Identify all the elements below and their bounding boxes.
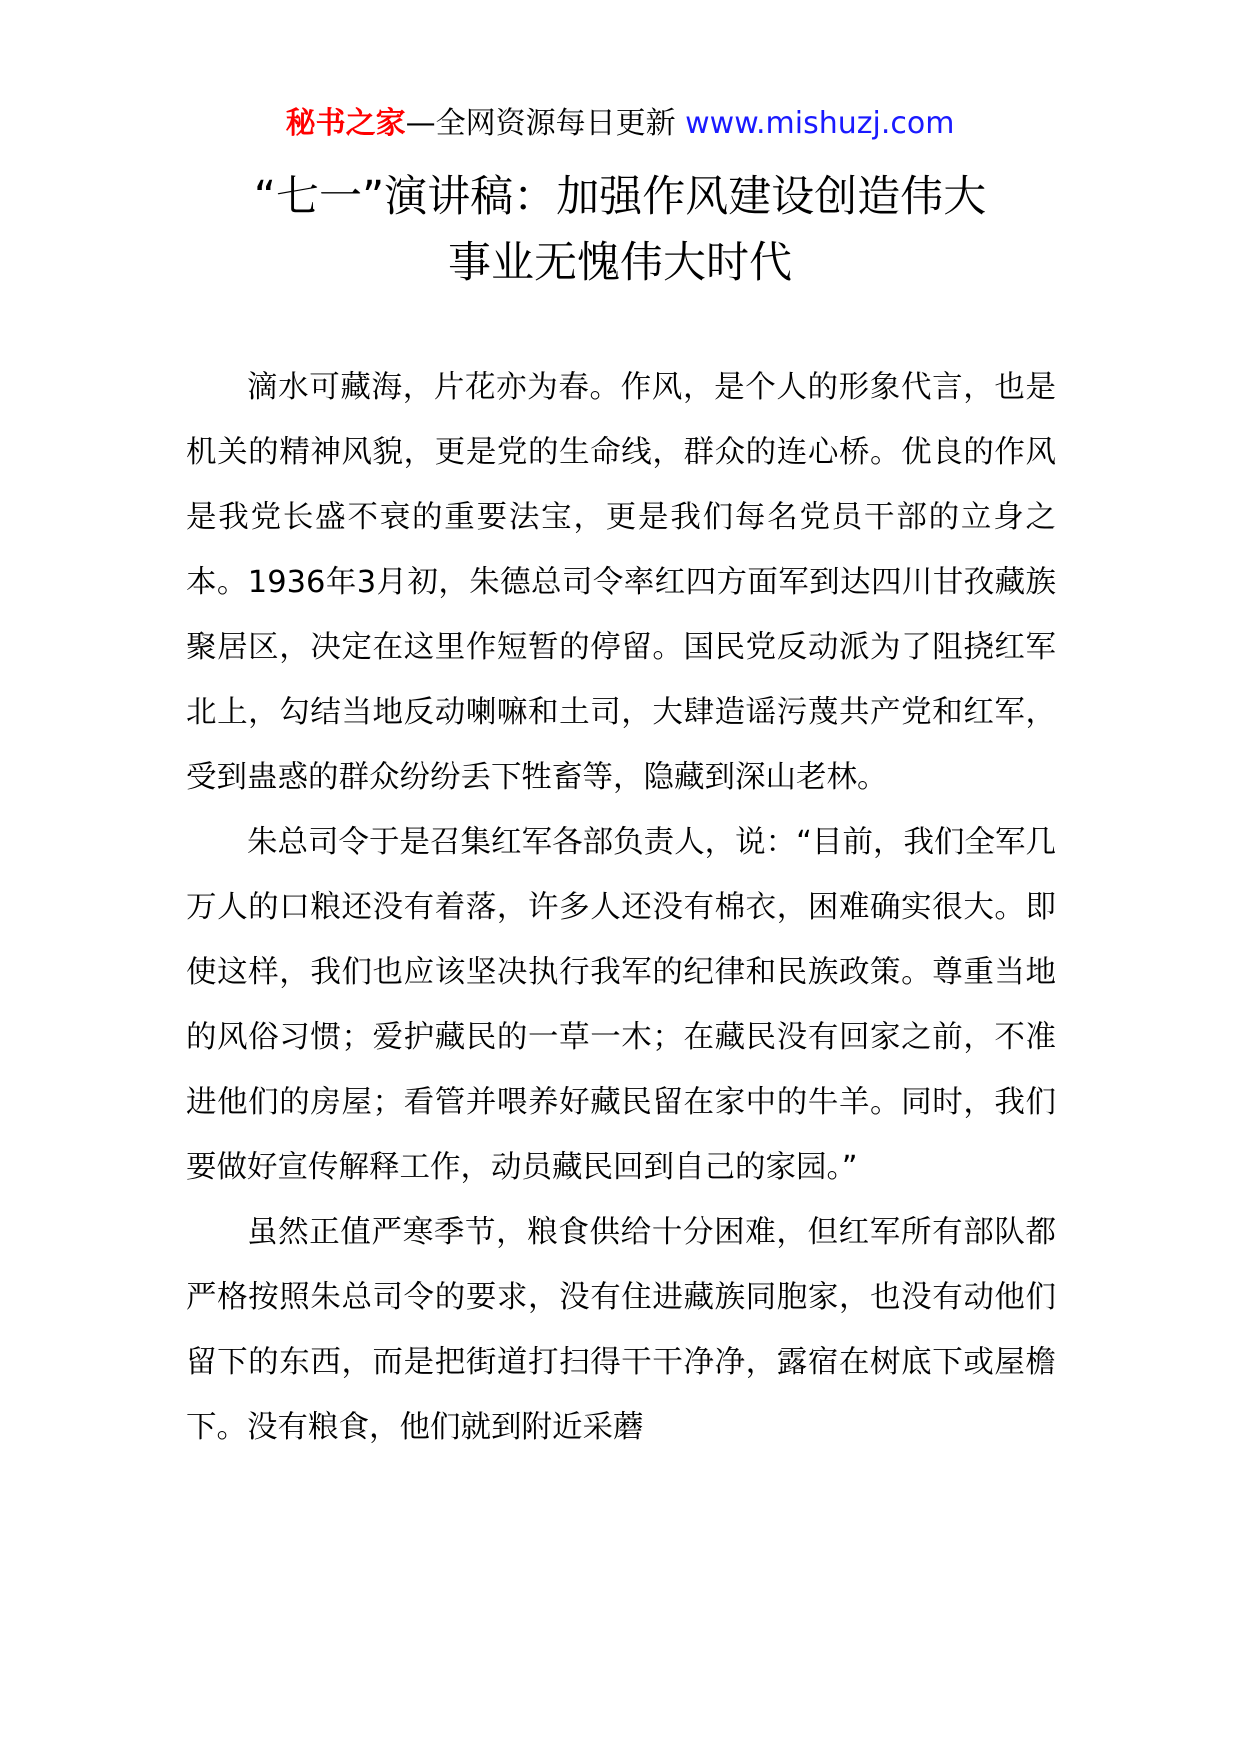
paragraph-2: 朱总司令于是召集红军各部负责人，说：“目前，我们全军几万人的口粮还没有着落，许多人还没有棉衣，困难确实很大。即使这样，我们也应该坚决执行我军的纪律和民族政策。尊重当地的风俗习惯；爱护藏民的一草一木；在藏民没有回家之前，不准进他们的房屋；看管并喂养好藏民留在家中的牛羊。同时，我们要做好宣传解释工作，动员藏民回到自己的家园。” <box>186 825 1056 1185</box>
document-body <box>186 355 1056 1460</box>
document-title-line-2: 事业无愧伟大时代 <box>448 238 792 288</box>
paragraph-1: 滴水可藏海，片花亦为春。作风，是个人的形象代言，也是机关的精神风貌，更是党的生命线，群众的连心桥。优良的作风是我党长盛不衰的重要法宝，更是我们每名党员干部的立身之本。1936年3月初，朱德总司令率红四方面军到达四川甘孜藏族聚居区，决定在这里作短暂的停留。国民党反动派为了阻挠红军北上，勾结当地反动喇嘛和土司，大肆造谣污蔑共产党和红军，受到蛊惑的群众纷纷丢下牲畜等，隐藏到深山老林。 <box>186 370 1056 795</box>
document-title-line-1: “七一”演讲稿：加强作风建设创造伟大 <box>253 172 987 222</box>
site-header <box>0 104 1240 144</box>
document-title <box>150 164 1090 296</box>
site-url[interactable]: www.mishuzj.com <box>685 106 955 141</box>
paragraph-3: 虽然正值严寒季节，粮食供给十分困难，但红军所有部队都严格按照朱总司令的要求，没有住进藏族同胞家，也没有动他们留下的东西，而是把街道打扫得干干净净，露宿在树底下或屋檐下。没有粮食，他们就到附近采蘑 <box>186 1215 1056 1445</box>
header-tagline: —全网资源每日更新 <box>405 106 686 141</box>
brand-name: 秘书之家 <box>285 106 406 141</box>
